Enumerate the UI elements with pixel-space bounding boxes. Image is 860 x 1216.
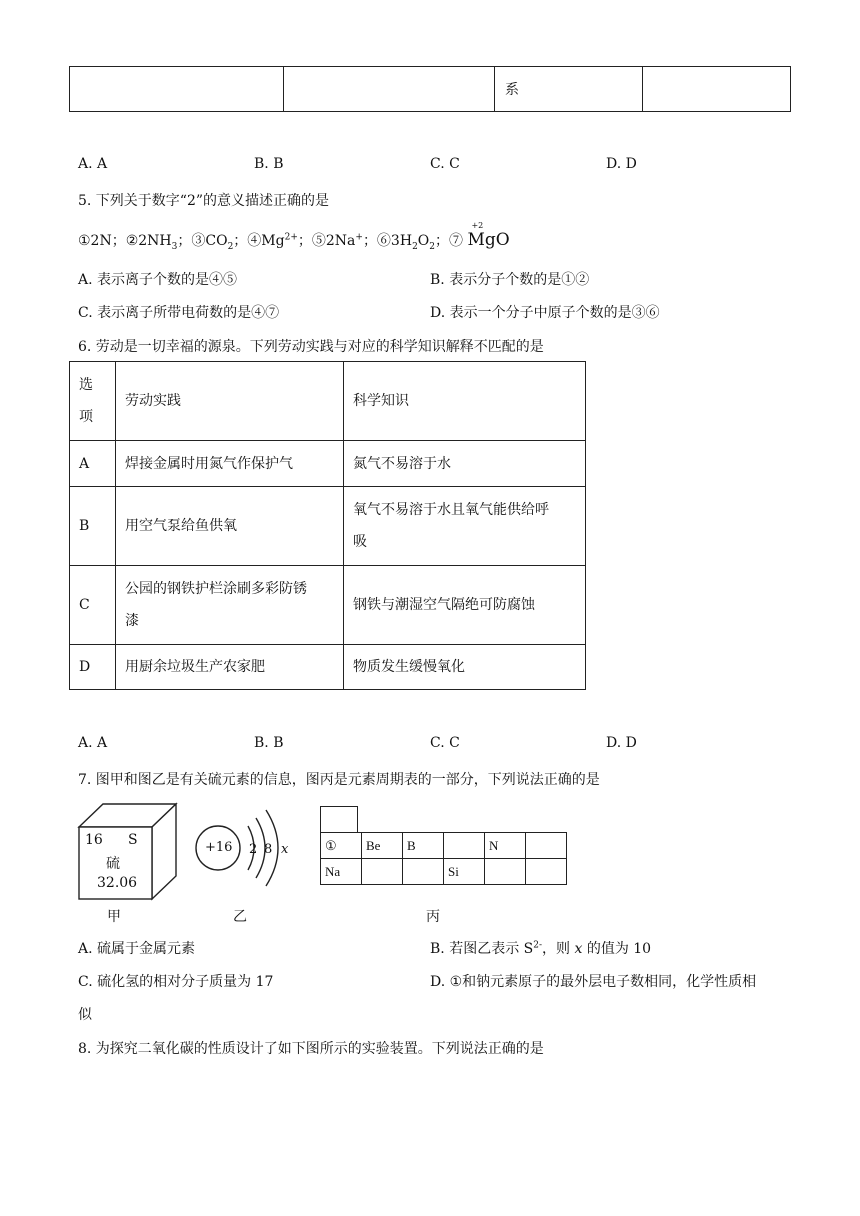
q7-option-b: B. 若图乙表示 $S^{2-}$，则 x 的值为 10: [430, 940, 652, 957]
q6-option-c: C. C: [430, 735, 460, 751]
q5-option-c: C. 表示离子所带电荷数的是④⑦: [78, 305, 280, 321]
caption-bing: 丙: [426, 909, 440, 925]
pt-cell: [444, 833, 485, 859]
q6-stem: 6. 劳动是一切幸福的源泉。下列劳动实践与对应的科学知识解释不匹配的是: [78, 339, 544, 355]
pt-cell: Be: [362, 833, 403, 859]
q8-stem: 8. 为探究二氧化碳的性质设计了如下图所示的实验装置。下列说法正确的是: [78, 1041, 544, 1057]
row-knowledge: 氧气不易溶于水且氧气能供给呼 吸: [344, 487, 586, 566]
cube-name: 硫: [106, 856, 120, 872]
pt-cell: [526, 859, 567, 885]
row-option: A: [70, 441, 116, 487]
top-cell: [70, 67, 284, 112]
pt-top-cell: [320, 806, 358, 832]
q5-option-d: D. 表示一个分子中原子个数的是③⑥: [430, 305, 660, 321]
pt-cell: [403, 859, 444, 885]
row-practice: 用空气泵给鱼供氧: [116, 487, 344, 566]
top-cell: [643, 67, 791, 112]
row-knowledge: 氮气不易溶于水: [344, 441, 586, 487]
q6-table: [69, 361, 586, 690]
pt-cell: N: [485, 833, 526, 859]
row-option: B: [70, 487, 116, 566]
pt-cell: Na: [321, 859, 362, 885]
caption-yi: 乙: [233, 909, 247, 925]
row-option: D: [70, 645, 116, 690]
top-cell: [284, 67, 495, 112]
q5-stem: 5. 下列关于数字“2”的意义描述正确的是: [78, 193, 330, 209]
top-cell: 系: [495, 67, 643, 112]
row-practice: 焊接金属时用氮气作保护气: [116, 441, 344, 487]
row-practice: 公园的钢铁护栏涂刷多彩防锈 漆: [116, 566, 344, 645]
q6-option-d: D. D: [606, 735, 637, 751]
shell-2: 8: [264, 842, 273, 857]
q6-option-a: A. A: [78, 735, 108, 751]
q6-option-b: B. B: [254, 735, 284, 751]
row-knowledge: 钢铁与潮湿空气隔绝可防腐蚀: [344, 566, 586, 645]
q4-option-b: B. B: [254, 156, 284, 172]
q7-option-c: C. 硫化氢的相对分子质量为 17: [78, 974, 274, 990]
q4-option-d: D. D: [606, 156, 637, 172]
pt-cell: [362, 859, 403, 885]
q5-items: ①2N；$②2NH_3$；$③CO_2$；$④Mg^{2+}$；⑤2Na+；$⑥3H_2O_2$；⑦ +2 MgO: [78, 221, 510, 252]
mgo-formula: +2 MgO: [467, 221, 510, 250]
q7-stem: 7. 图甲和图乙是有关硫元素的信息，图丙是元素周期表的一部分，下列说法正确的是: [78, 772, 600, 788]
periodic-table-fragment: [320, 832, 567, 885]
q7-option-d-cont: 似: [78, 1007, 92, 1023]
q4-option-c: C. C: [430, 156, 460, 172]
pt-cell: [526, 833, 567, 859]
caption-jia: 甲: [107, 909, 121, 925]
nucleus-charge: +16: [205, 840, 233, 855]
header-practice: 劳动实践: [116, 362, 344, 441]
row-option: C: [70, 566, 116, 645]
q7-option-d: D. ①和钠元素原子的最外层电子数相同，化学性质相: [430, 974, 757, 990]
header-knowledge: 科学知识: [344, 362, 586, 441]
q5-option-a: A. 表示离子个数的是④⑤: [78, 272, 238, 288]
top-partial-table: [69, 66, 791, 112]
shell-3: x: [281, 842, 289, 857]
shell-1: 2: [249, 842, 258, 857]
q5-option-b: B. 表示分子个数的是①②: [430, 272, 590, 288]
row-knowledge: 物质发生缓慢氧化: [344, 645, 586, 690]
pt-cell: ①: [321, 833, 362, 859]
pt-cell: [485, 859, 526, 885]
cube-symbol: S: [128, 832, 138, 848]
cube-number: 16: [85, 832, 103, 848]
q4-option-a: A. A: [78, 156, 108, 172]
pt-cell: Si: [444, 859, 485, 885]
cube-mass: 32.06: [97, 875, 138, 891]
q7-option-a: A. 硫属于金属元素: [78, 941, 196, 957]
header-option: 选 项: [70, 362, 116, 441]
row-practice: 用厨余垃圾生产农家肥: [116, 645, 344, 690]
pt-cell: B: [403, 833, 444, 859]
